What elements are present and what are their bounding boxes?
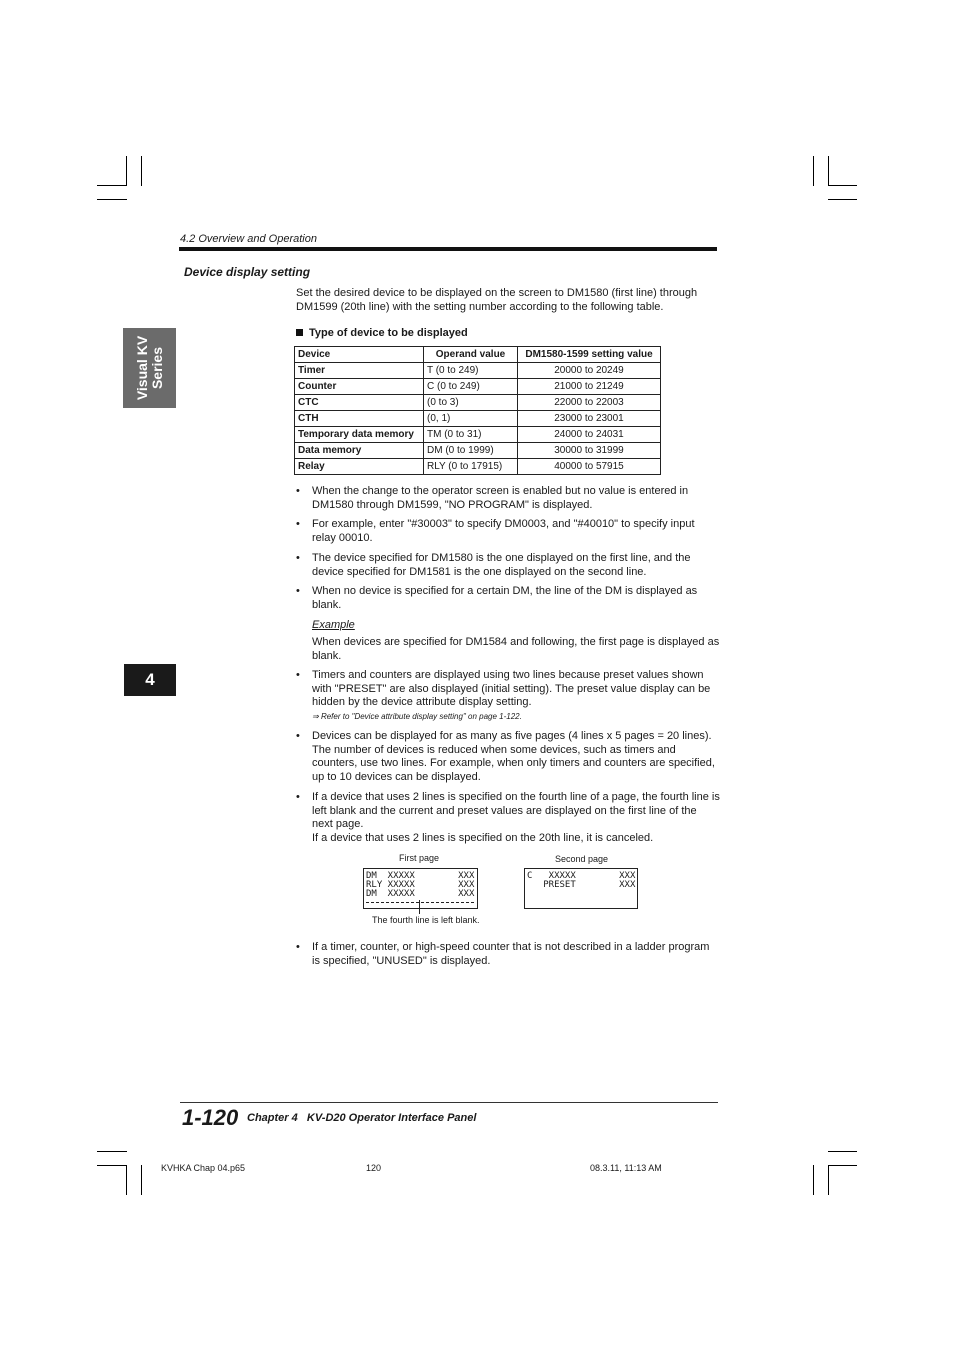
subsection-title: Device display setting: [184, 265, 311, 279]
table-row: [295, 443, 661, 459]
example-text: When devices are specified for DM1584 and following, the first page is displayed as blank.: [312, 636, 720, 662]
crop-mark: [141, 156, 142, 186]
second-page-label: Second page: [555, 854, 609, 864]
table-row: [295, 395, 661, 411]
screen-line: RLY XXXXX XXX: [366, 880, 475, 890]
table-cell: 22000 to 22003: [518, 395, 661, 411]
side-tab-line1: Visual KV: [133, 335, 150, 401]
table-cell: Temporary data memory: [295, 427, 424, 443]
table-row: [295, 363, 661, 379]
crop-mark: [828, 156, 829, 186]
crop-mark: [813, 156, 814, 186]
footer-rule: [180, 1102, 718, 1103]
table-cell: RLY (0 to 17915): [424, 459, 518, 475]
bullet-icon: •: [296, 518, 300, 530]
crop-mark: [141, 1165, 142, 1195]
page-number: 1-120: [182, 1105, 239, 1130]
column-header: Device: [295, 347, 424, 363]
table-row: [295, 427, 661, 443]
bullet-icon: •: [296, 552, 300, 564]
series-side-tab: [123, 328, 176, 408]
crop-mark: [828, 1165, 829, 1195]
crop-mark: [828, 199, 857, 200]
bullet-continuation: If a device that uses 2 lines is specified on the 20th line, it is canceled.: [312, 832, 654, 844]
table-cell: Counter: [295, 379, 424, 395]
example-label: Example: [312, 619, 355, 631]
bullet-icon: •: [296, 585, 300, 597]
table-row: [295, 379, 661, 395]
caption-leader-line: [419, 900, 420, 914]
blank-line-indicator: [366, 902, 474, 903]
square-bullet-icon: [296, 329, 303, 336]
table-cell: 23000 to 23001: [518, 411, 661, 427]
crop-mark: [828, 1151, 857, 1152]
crop-mark: [97, 199, 127, 200]
reference-arrow-icon: ⇒: [312, 712, 321, 721]
screen-line: C XXXXX XXX: [527, 871, 636, 881]
crop-mark: [813, 1165, 814, 1195]
bullet-icon: •: [296, 669, 300, 681]
header-rule: [179, 247, 717, 251]
bullet-text: When the change to the operator screen is enabled but no value is entered in DM1580 through DM1599, "NO PROGRAM" is displayed.: [312, 485, 689, 511]
bullet-icon: •: [296, 791, 300, 803]
table-row: [295, 411, 661, 427]
bullet-icon: •: [296, 941, 300, 953]
first-page-label: First page: [399, 853, 440, 863]
crop-mark: [828, 1165, 857, 1166]
table-cell: (0, 1): [424, 411, 518, 427]
table-cell: 30000 to 31999: [518, 443, 661, 459]
side-tab-line2: Series: [148, 346, 165, 390]
table-heading: Type of device to be displayed: [296, 327, 468, 339]
bullet-text: The device specified for DM1580 is the one displayed on the first line, and the device specified for DM1581 is the one displayed on the second line.: [312, 552, 691, 578]
screen-line: DM XXXXX XXX: [366, 871, 475, 881]
bullet-icon: •: [296, 730, 300, 742]
table-cell: T (0 to 249): [424, 363, 518, 379]
crop-mark: [97, 1165, 127, 1166]
table-cell: TM (0 to 31): [424, 427, 518, 443]
table-row: [295, 459, 661, 475]
table-cell: 40000 to 57915: [518, 459, 661, 475]
table-cell: C (0 to 249): [424, 379, 518, 395]
first-page-screen: [363, 868, 478, 909]
column-header: Operand value: [424, 347, 518, 363]
bullet-text: When no device is specified for a certain DM, the line of the DM is displayed as blank.: [312, 585, 698, 611]
section-label: 4.2 Overview and Operation: [180, 233, 317, 245]
crop-mark: [97, 185, 127, 186]
table-cell: 21000 to 21249: [518, 379, 661, 395]
table-cell: 20000 to 20249: [518, 363, 661, 379]
bullet-text: Devices can be displayed for as many as five pages (4 lines x 5 pages = 20 lines). The number of devices is reduced when some devices, such as timers and counters, use two lines. For example, when only timers and counters are specified, up to 10 devices can be displayed.: [312, 730, 715, 783]
screen-line: PRESET XXX: [527, 880, 636, 890]
device-table: [294, 346, 661, 475]
bullet-text: Timers and counters are displayed using two lines because preset values shown with "PRESET" are also displayed (initial setting). The preset value display can be hidden by the device attribute display setting.: [312, 669, 711, 708]
table-cell: CTC: [295, 395, 424, 411]
file-name: KVHKA Chap 04.p65: [161, 1163, 246, 1173]
chapter-title: Chapter 4 KV-D20 Operator Interface Panel: [247, 1112, 477, 1124]
table-cell: (0 to 3): [424, 395, 518, 411]
intro-paragraph: Set the desired device to be displayed on the screen to DM1580 (first line) through DM1599 (20th line) with the setting number according to the following table.: [296, 287, 698, 313]
reference-note: ⇒ Refer to "Device attribute display setting" on page 1-122.: [312, 712, 522, 721]
crop-mark: [126, 156, 127, 186]
table-cell: Relay: [295, 459, 424, 475]
bullet-text: For example, enter "#30003" to specify DM0003, and "#40010" to specify input relay 00010.: [312, 518, 695, 544]
column-header: DM1580-1599 setting value: [518, 347, 661, 363]
table-cell: CTH: [295, 411, 424, 427]
figure-caption: The fourth line is left blank.: [372, 915, 480, 925]
print-page: 120: [366, 1163, 382, 1173]
print-timestamp: 08.3.11, 11:13 AM: [590, 1163, 662, 1173]
second-page-screen: [524, 868, 638, 909]
bullet-text: If a device that uses 2 lines is specified on the fourth line of a page, the fourth line is left blank and the current and preset values are displayed on the first line of the next page.: [312, 791, 720, 830]
screen-line: DM XXXXX XXX: [366, 889, 475, 899]
crop-mark: [97, 1151, 127, 1152]
table-cell: Timer: [295, 363, 424, 379]
table-cell: DM (0 to 1999): [424, 443, 518, 459]
table-header-row: [295, 347, 661, 363]
table-cell: Data memory: [295, 443, 424, 459]
table-cell: 24000 to 24031: [518, 427, 661, 443]
crop-mark: [126, 1165, 127, 1195]
bullet-text: If a timer, counter, or high-speed counter that is not described in a ladder program is specified, "UNUSED" is displayed.: [312, 941, 710, 967]
bullet-icon: •: [296, 485, 300, 497]
chapter-tab: 4: [124, 664, 176, 696]
crop-mark: [828, 185, 857, 186]
